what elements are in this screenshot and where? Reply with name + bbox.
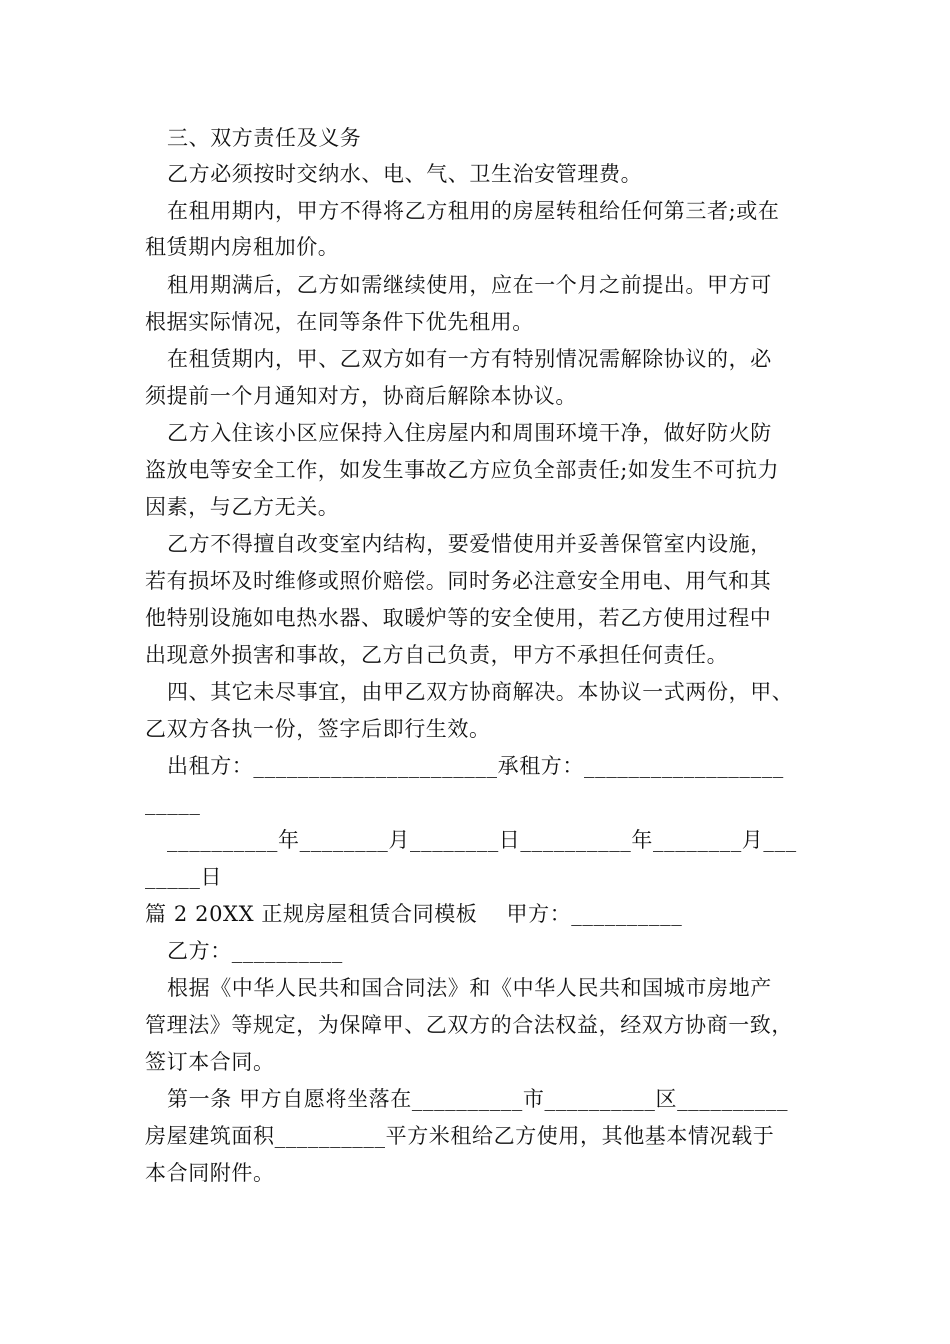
paragraph-line: 盗放电等安全工作，如发生事故乙方应负全部责任;如发生不可抗力 (145, 458, 780, 482)
paragraph-line: 乙方不得擅自改变室内结构，要爱惜使用并妥善保管室内设施， (167, 532, 772, 556)
signature-line: 出租方：______________________承租方：__________________ (167, 754, 784, 778)
paragraph-line: 租用期满后，乙方如需继续使用，应在一个月之前提出。甲方可 (167, 273, 772, 297)
paragraph-line: 本合同附件。 (145, 1161, 275, 1185)
paragraph-line: 乙方入住该小区应保持入住房屋内和周围环境干净，做好防火防 (167, 421, 772, 445)
paragraph-line: 租赁期内房租加价。 (145, 235, 340, 259)
section-heading-3: 三、双方责任及义务 (167, 126, 362, 150)
paragraph-line: 在租用期内，甲方不得将乙方租用的房屋转租给任何第三者;或在 (167, 199, 780, 223)
contract-title-line: 篇 2 20XX 正规房屋租赁合同模板 甲方：__________ (145, 902, 683, 926)
date-line: __________年________月________日__________年________月___ (167, 828, 797, 852)
paragraph-line: 在租赁期内，甲、乙双方如有一方有特别情况需解除协议的，必 (167, 347, 772, 371)
paragraph-line: 乙方必须按时交纳水、电、气、卫生治安管理费。 (167, 162, 643, 186)
date-line: _____日 (145, 865, 223, 889)
paragraph-line: 出现意外损害和事故，乙方自己负责，甲方不承担任何责任。 (145, 643, 729, 667)
paragraph-line: 若有损坏及时维修或照价赔偿。同时务必注意安全用电、用气和其 (145, 569, 772, 593)
signature-line: _____ (145, 791, 201, 815)
paragraph-line: 须提前一个月通知对方，协商后解除本协议。 (145, 384, 577, 408)
paragraph-line: 他特别设施如电热水器、取暖炉等的安全使用，若乙方使用过程中 (145, 606, 772, 630)
article-1-line: 第一条 甲方自愿将坐落在__________市__________区__________ (167, 1087, 789, 1111)
paragraph-line: 乙双方各执一份，签字后即行生效。 (145, 717, 491, 741)
paragraph-line: 管理法》等规定，为保障甲、乙双方的合法权益，经双方协商一致， (145, 1013, 793, 1037)
paragraph-line: 因素，与乙方无关。 (145, 495, 340, 519)
paragraph-line: 根据实际情况，在同等条件下优先租用。 (145, 310, 534, 334)
party-b-line: 乙方：__________ (167, 939, 343, 963)
paragraph-line: 房屋建筑面积__________平方米租给乙方使用，其他基本情况载于 (145, 1124, 775, 1148)
section-heading-4: 四、其它未尽事宜，由甲乙双方协商解决。本协议一式两份，甲、 (167, 680, 794, 704)
paragraph-line: 根据《中华人民共和国合同法》和《中华人民共和国城市房地产 (167, 976, 772, 1000)
paragraph-line: 签订本合同。 (145, 1050, 275, 1074)
